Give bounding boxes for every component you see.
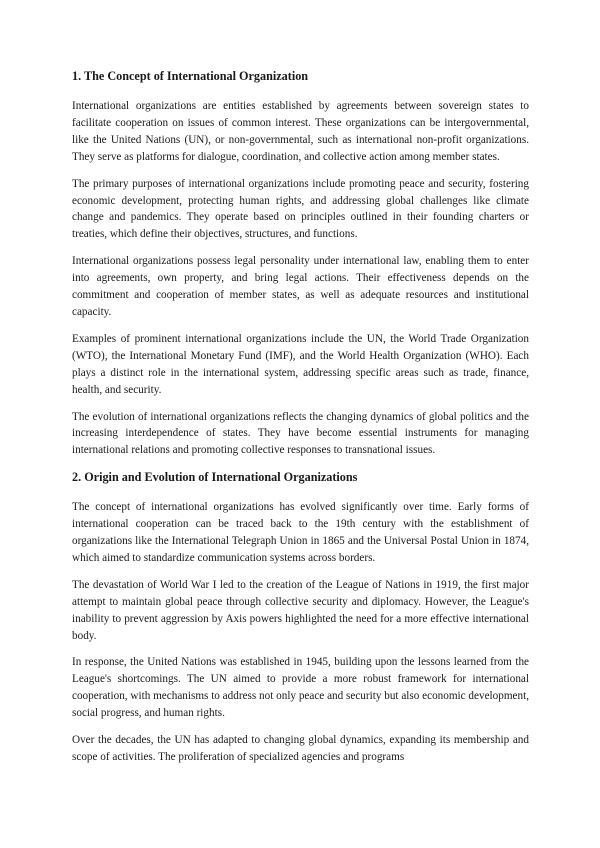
section-1-paragraph: The evolution of international organizations reflects the changing dynamics of global politics and the increasing interdependence of states. They have become essential instruments for managing international relations and promoting collective responses to transnational issues. bbox=[72, 410, 529, 457]
section-2-paragraph: The concept of international organizations has evolved significantly over time. Early forms of international cooperation can be traced back to the 19th century with the establishment of organizations like the International Telegraph Union in 1865 and the Universal Postal Union in 1874, which aimed to standardize communication systems across borders. bbox=[72, 501, 529, 564]
section-2-heading: 2. Origin and Evolution of International Organizations bbox=[72, 470, 358, 485]
section-1-heading: 1. The Concept of International Organization bbox=[72, 69, 309, 83]
section-1-paragraph: The primary purposes of international organizations include promoting peace and security, fostering economic development, protecting human rights, and addressing global challenges like climate change and pandemics. They operate based on principles outlined in their founding charters or treaties, which define their objectives, structures, and functions. bbox=[72, 177, 529, 241]
section-2-paragraph: Over the decades, the UN has adapted to changing global dynamics, expanding its membership and scope of activities. The proliferation of specialized agencies and programs bbox=[72, 734, 529, 763]
section-1-paragraph: International organizations possess legal personality under international law, enabling them to enter into agreements, own property, and bring legal actions. Their effectiveness depends on the commitment and cooperation of member states, as well as adequate resources and institutional capacity. bbox=[72, 255, 529, 318]
section-2-paragraph: The devastation of World War I led to the creation of the League of Nations in 1919, the first major attempt to maintain global peace through collective security and diplomacy. However, the League's inability to prevent aggression by Axis powers highlighted the need for a more effective international body. bbox=[72, 578, 529, 642]
section-2-paragraph: In response, the United Nations was established in 1945, building upon the lessons learned from the League's shortcomings. The UN aimed to provide a more robust framework for international cooperation, with mechanisms to address not only peace and security but also economic development, social progress, and human rights. bbox=[72, 656, 530, 720]
section-1-paragraph: International organizations are entities established by agreements between sovereign states to facilitate cooperation on issues of common interest. These organizations can be intergovernmental, like the United Nations (UN), or non-governmental, such as international non-profit organizations. They serve as platforms for dialogue, coordination, and collective action among member states. bbox=[72, 100, 529, 163]
section-1-paragraph: Examples of prominent international organizations include the UN, the World Trade Organization (WTO), the International Monetary Fund (IMF), and the World Health Organization (WHO). Each plays a distinct role in the international system, addressing specific areas such as trade, finance, health, and security. bbox=[72, 332, 529, 396]
